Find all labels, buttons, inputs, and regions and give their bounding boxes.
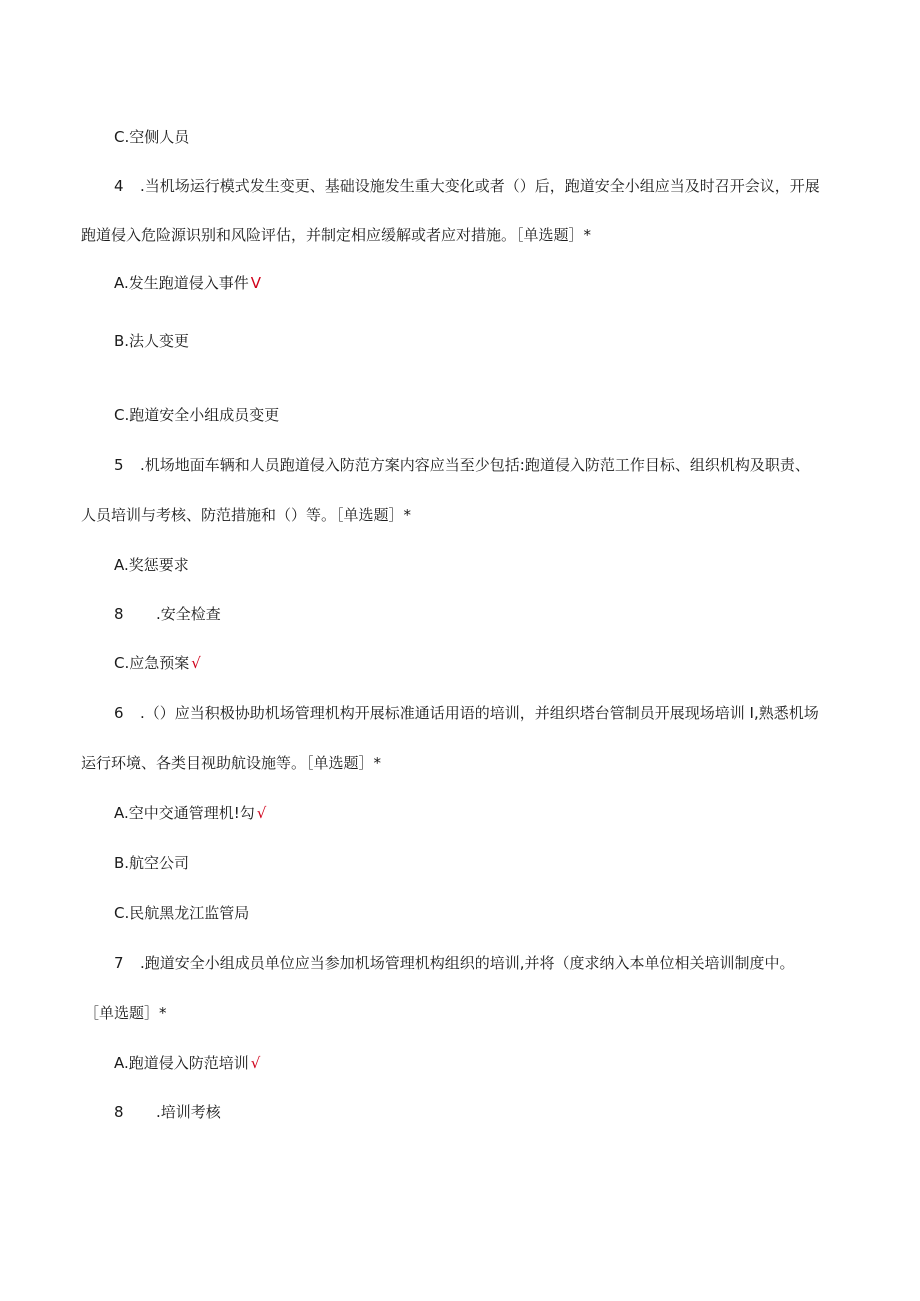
option-label: B.航空公司 bbox=[114, 854, 190, 872]
question-4-line-2 bbox=[81, 225, 591, 245]
option-label: C.空侧人员 bbox=[114, 128, 190, 146]
answer-check-icon: √ bbox=[191, 654, 201, 672]
question-6-line-1 bbox=[114, 703, 819, 723]
option-label: .培训考核 bbox=[156, 1103, 221, 1121]
question-text: .当机场运行模式发生变更、基础设施发生重大变化或者（）后，跑道安全小组应当及时召开会议，开展 bbox=[140, 177, 820, 195]
option-label: A.奖惩要求 bbox=[114, 556, 189, 574]
option-label: B.法人变更 bbox=[114, 332, 190, 350]
question-text: .机场地面车辆和人员跑道侵入防范方案内容应当至少包括:跑道侵入防范工作目标、组织机构及职责、 bbox=[140, 456, 810, 474]
question-text: 运行环境、各类目视助航设施等。［单选题］* bbox=[81, 754, 382, 772]
question-6-option-b bbox=[114, 853, 189, 873]
answer-check-icon: √ bbox=[250, 1054, 261, 1072]
option-label: A.发生跑道侵入事件 bbox=[114, 274, 249, 292]
answer-check-icon: V bbox=[250, 274, 262, 292]
option-number: 8 bbox=[114, 605, 124, 623]
question-number: 6 bbox=[114, 704, 124, 722]
question-text: .跑道安全小组成员单位应当参加机场管理机构组织的培训,并将（度求纳入本单位相关培训制度中。 bbox=[140, 954, 795, 972]
option-label: A.跑道侵入防范培训 bbox=[114, 1054, 249, 1072]
question-text: ［单选题］* bbox=[84, 1004, 167, 1022]
question-7-option-a bbox=[114, 1053, 260, 1073]
question-4-option-b bbox=[114, 331, 189, 351]
option-number: 8 bbox=[114, 1103, 124, 1121]
question-4-option-a bbox=[114, 273, 261, 293]
question-4-option-c bbox=[114, 405, 279, 425]
option-label: C.应急预案 bbox=[114, 654, 190, 672]
question-7-line-1 bbox=[114, 953, 795, 973]
question-number: 5 bbox=[114, 456, 124, 474]
answer-check-icon: √ bbox=[256, 804, 267, 822]
option-text bbox=[114, 127, 189, 147]
question-number: 4 bbox=[114, 177, 124, 195]
question-number: 7 bbox=[114, 954, 124, 972]
question-6-line-2 bbox=[81, 753, 381, 773]
question-text: .（）应当积极协助机场管理机构开展标准通话用语的培训，并组织塔台管制员开展现场培训 I,熟悉机场 bbox=[140, 704, 819, 722]
question-4-line-1 bbox=[114, 176, 820, 196]
question-5-option-b bbox=[114, 604, 221, 624]
option-label: A.空中交通管理机!勾 bbox=[114, 804, 255, 822]
question-5-option-a bbox=[114, 555, 189, 575]
option-label: .安全检查 bbox=[156, 605, 221, 623]
option-label: C.民航黑龙江监管局 bbox=[114, 904, 250, 922]
question-7-option-b bbox=[114, 1102, 221, 1122]
question-text: 人员培训与考核、防范措施和（）等。［单选题］* bbox=[81, 506, 412, 524]
question-5-line-2 bbox=[81, 505, 411, 525]
question-5-option-c bbox=[114, 653, 201, 673]
question-text: 跑道侵入危险源识别和风险评估，并制定相应缓解或者应对措施。［单选题］* bbox=[81, 226, 592, 244]
option-label: C.跑道安全小组成员变更 bbox=[114, 406, 280, 424]
question-6-option-a bbox=[114, 803, 266, 823]
question-5-line-1 bbox=[114, 455, 810, 475]
question-7-line-2 bbox=[84, 1003, 167, 1023]
question-6-option-c bbox=[114, 903, 249, 923]
